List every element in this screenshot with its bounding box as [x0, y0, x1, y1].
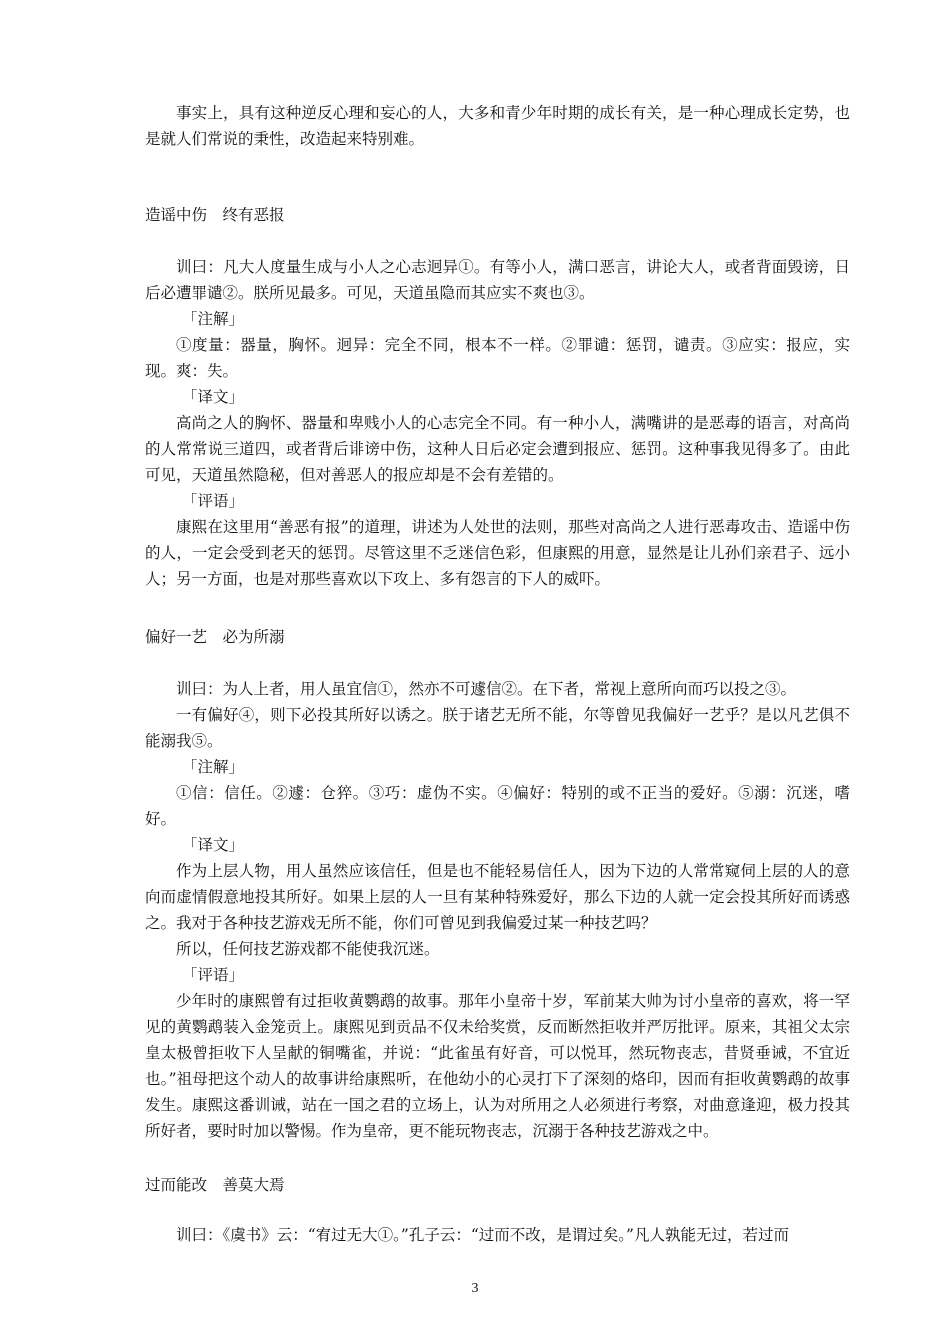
instruction-paragraph: 训曰：为人上者，用人虽宜信①，然亦不可遽信②。在下者，常视上意所向而巧以投之③。 [176, 680, 797, 698]
section0-body [145, 100, 850, 152]
translation-label: 「译文」 [182, 388, 245, 406]
annotation-label: 「注解」 [182, 758, 245, 776]
translation-paragraph: 所以，任何技艺游戏都不能使我沉迷。 [176, 940, 440, 958]
section1-body [145, 254, 850, 592]
section3-body [145, 1222, 850, 1248]
commentary-paragraph: 少年时的康熙曾有过拒收黄鹦鹉的故事。那年小皇帝十岁，军前某大帅为讨小皇帝的喜欢，将一罕见的黄鹦鹉装入金笼贡上。康熙见到贡品不仅未给奖赏，反而断然拒收并严厉批评。原来，其祖父太宗皇太极曾拒收下人呈献的铜嘴雀，并说：“此雀虽有好音，可以悦耳，然玩物丧志，昔贤垂诫，不宜近也。”祖母把这个动人的故事讲给康熙听，在他幼小的心灵打下了深刻的烙印，因而有拒收黄鹦鹉的故事发生。康熙这番训诫，站在一国之君的立场上，认为对所用之人必须进行考察，对曲意逢迎，极力投其所好者，要时时加以警惕。作为皇帝，更不能玩物丧志，沉溺于各种技艺游戏之中。 [145, 992, 850, 1140]
instruction-paragraph: 训曰：凡大人度量生成与小人之心志迥异①。有等小人，满口恶言，讲论大人，或者背面毁谤，日后必遭罪谴②。朕所见最多。可见，天道虽隐而其应实不爽也③。 [145, 258, 850, 302]
page-number: 3 [471, 1281, 479, 1296]
commentary-label: 「评语」 [182, 492, 245, 510]
annotation-paragraph: ①信：信任。②遽：仓猝。③巧：虚伪不实。④偏好：特别的或不正当的爱好。⑤溺：沉迷，嗜好。 [145, 784, 850, 828]
translation-label: 「译文」 [182, 836, 245, 854]
translation-paragraph: 作为上层人物，用人虽然应该信任，但是也不能轻易信任人，因为下边的人常常窥伺上层的人的意向而虚情假意地投其所好。如果上层的人一旦有某种特殊爱好，那么下边的人就一定会投其所好而诱惑之。我对于各种技艺游戏无所不能，你们可曾见到我偏爱过某一种技艺吗？ [145, 862, 850, 932]
annotation-label: 「注解」 [182, 310, 245, 328]
instruction-paragraph: 训曰：《虞书》云：“宥过无大①。”孔子云：“过而不改，是谓过矣。”凡人孰能无过，若过而 [176, 1226, 789, 1244]
commentary-paragraph: 康熙在这里用“善恶有报”的道理，讲述为人处世的法则，那些对高尚之人进行恶毒攻击、造谣中伤的人，一定会受到老天的惩罚。尽管这里不乏迷信色彩，但康熙的用意，显然是让儿孙们亲君子、远小人；另一方面，也是对那些喜欢以下攻上、多有怨言的下人的威吓。 [145, 518, 850, 588]
translation-paragraph: 高尚之人的胸怀、器量和卑贱小人的心志完全不同。有一种小人，满嘴讲的是恶毒的语言，对高尚的人常常说三道四，或者背后诽谤中伤，这种人日后必定会遭到报应、惩罚。这种事我见得多了。由此可见，天道虽然隐秘，但对善恶人的报应却是不会有差错的。 [145, 414, 850, 484]
section-heading: 过而能改 善莫大焉 [145, 1176, 285, 1194]
section2-body [145, 676, 850, 1144]
paragraph: 事实上，具有这种逆反心理和妄心的人，大多和青少年时期的成长有关，是一种心理成长定势，也是就人们常说的秉性，改造起来特别难。 [145, 104, 850, 148]
commentary-label: 「评语」 [182, 966, 245, 984]
annotation-paragraph: ①度量：器量，胸怀。迥异：完全不同，根本不一样。②罪谴：惩罚，谴责。③应实：报应，实现。爽：失。 [145, 336, 850, 380]
section-heading: 造谣中伤 终有恶报 [145, 206, 285, 224]
section-heading: 偏好一艺 必为所溺 [145, 628, 285, 646]
instruction-paragraph: 一有偏好④，则下必投其所好以诱之。朕于诸艺无所不能，尔等曾见我偏好一艺乎？是以凡艺俱不能溺我⑤。 [145, 706, 850, 750]
